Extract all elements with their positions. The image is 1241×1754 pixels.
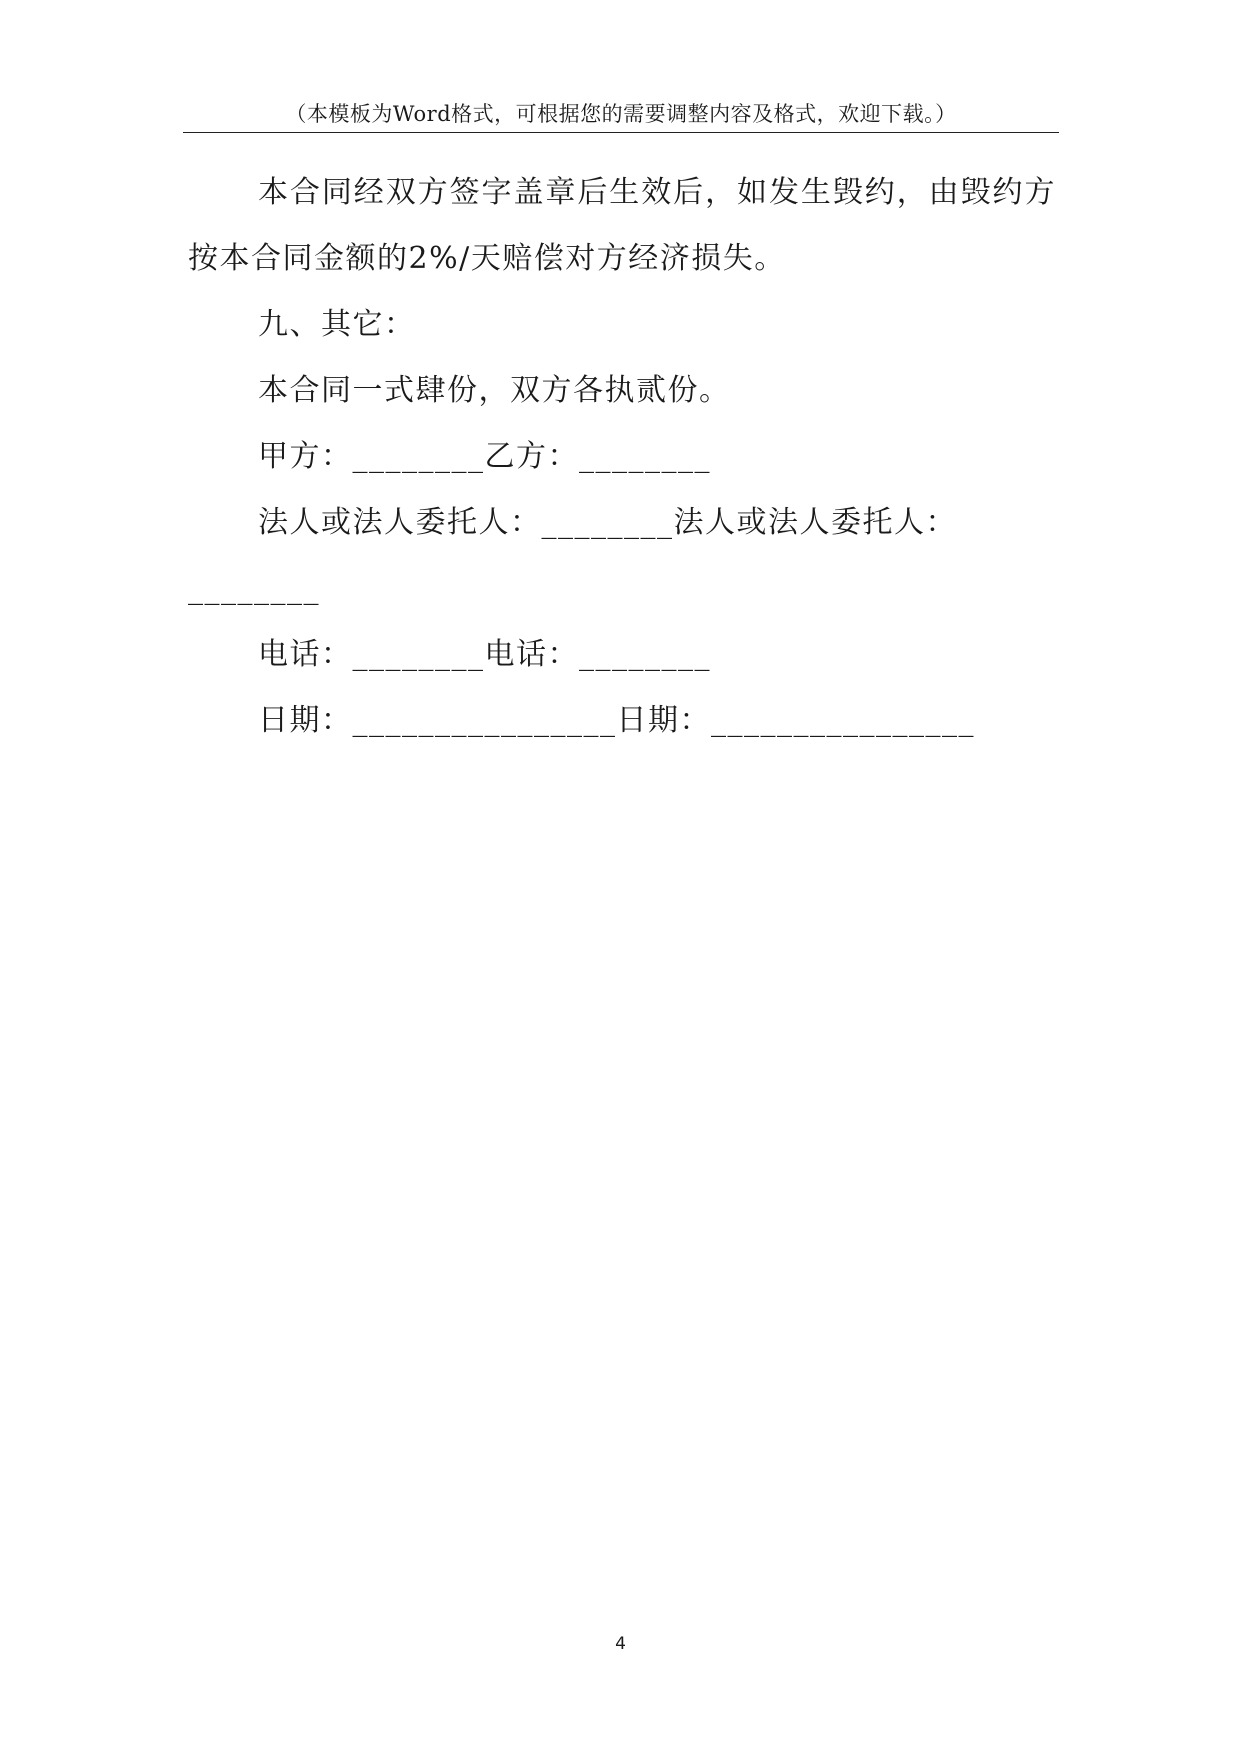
representative-line: 法人或法人委托人：________法人或法人委托人：: [258, 505, 957, 540]
page-number: 4: [615, 1634, 626, 1654]
representative-continuation: ________: [188, 571, 320, 606]
template-note: （本模板为Word格式，可根据您的需要调整内容及格式，欢迎下载。）: [285, 102, 957, 126]
document-body: [188, 160, 1056, 754]
phone-line: 电话：________电话：________: [258, 637, 711, 672]
date-line: 日期：________________日期：________________: [258, 703, 975, 738]
copies-clause: 本合同一式肆份，双方各执贰份。: [258, 373, 731, 408]
party-line: 甲方：________乙方：________: [258, 439, 711, 474]
section-nine-heading: 九、其它：: [258, 307, 416, 342]
breach-clause: 本合同经双方签字盖章后生效后，如发生毁约，由毁约方按本合同金额的2%/天赔偿对方经济损失。: [188, 175, 1056, 276]
page-header: [183, 96, 1059, 133]
